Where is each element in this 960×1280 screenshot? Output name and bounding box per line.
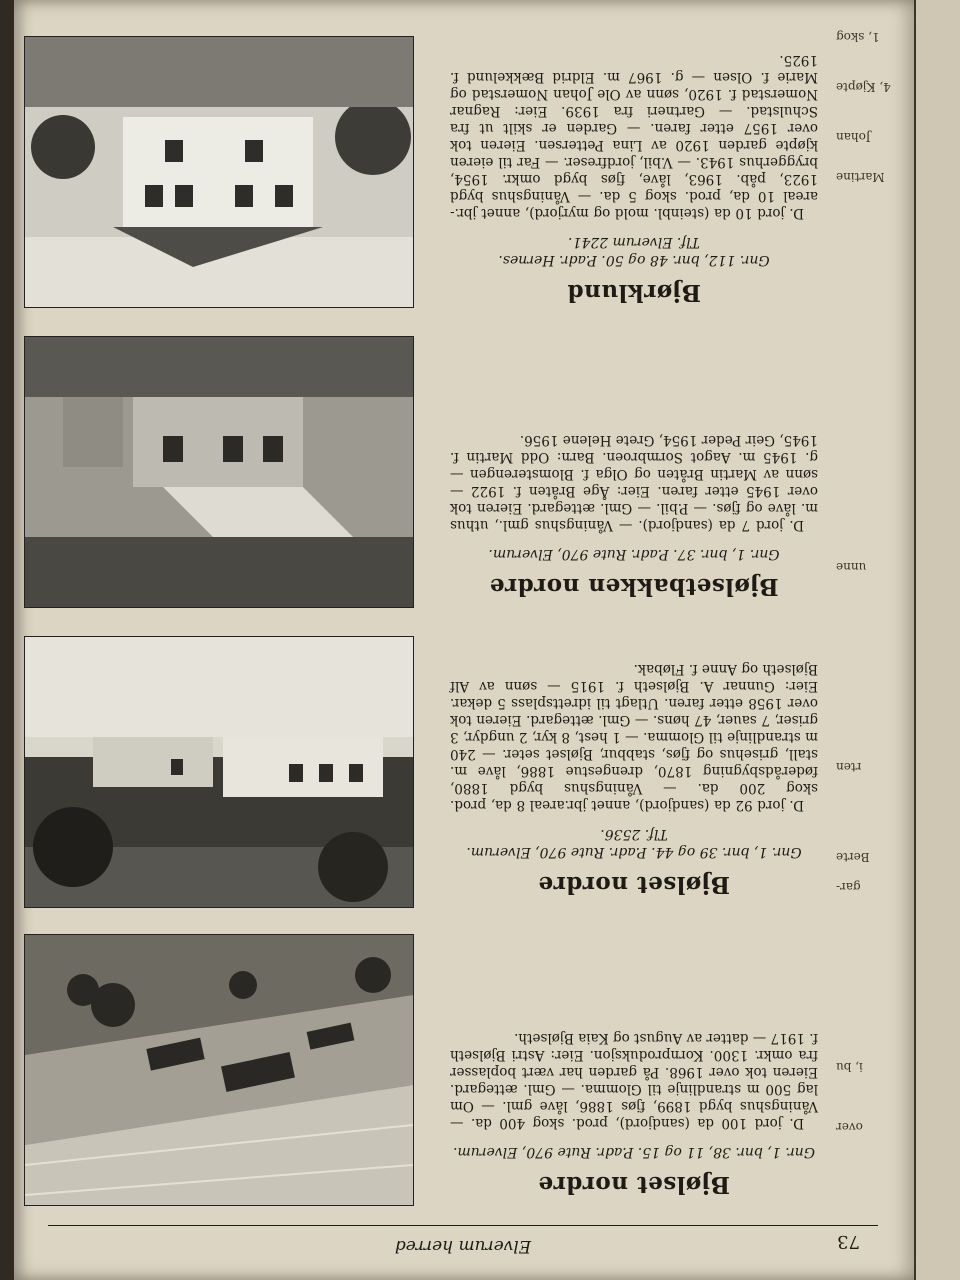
farm-name: Bjølset nordre [537, 1171, 731, 1198]
farm-entry [14, 18, 918, 318]
farm-description: D. jord 92 da (sandjord), annet jbr.areal 8 da, prod. skog 200 da. — Våningshus bygd 1880, føderådsbygning 1870, drengestue 1886, låve m. stall, grisehus og fjøs, stabbur, Bjølset seter. — 240 m strandlinje til Glomma. — 1 hest, 8 kyr, 2 ungdyr, 3 griser, 7 sauer, 47 høns. — Gml. ættegard. Eieren tok over 1958 etter faren. Utlagt til idrettsplass 5 dekar. Eier: Gunnar A. Bjølseth f. 1915 — sønn av Alf Bjølseth og Anne f. Fløbak. [450, 661, 818, 813]
facing-page-text: rten [836, 760, 862, 774]
entry-text [450, 920, 818, 1210]
facing-page-text: Martine [836, 170, 885, 184]
farm-entry [14, 610, 918, 910]
facing-page-text: unne [836, 560, 867, 574]
farm-name: Bjølset nordre [537, 871, 731, 898]
farmhouse-photo [24, 636, 414, 908]
house-photo [24, 336, 414, 608]
phone-line: Tlf. Elverum 2241. [568, 234, 700, 250]
farm-name: Bjørklund [567, 279, 701, 306]
farm-address [450, 1143, 818, 1161]
facing-page-text: 1, skog [836, 30, 880, 44]
farm-address [450, 545, 818, 563]
entry-text [450, 620, 818, 910]
address-line: Gnr. 1, bnr. 39 og 44. P.adr. Rute 970, Elverum. [466, 844, 802, 860]
facing-page-text: 4, Kjøpte [836, 80, 891, 94]
farm-description: D. jord 100 da (sandjord), prod. skog 400 da. — Våningshus bygd 1899, fjøs 1886, låve gml. — Om lag 500 m strandlinje til Glomma. — Gml. ættegard. Eieren tok over 1968. På garden har vært boplasser fra omkr. 1300. Kornproduksjon. Eier: Astri Bjølseth f. 1917 — datter av August og Kaia Bjølseth. [450, 1030, 818, 1131]
page-number: 73 [837, 1231, 860, 1252]
farm-address [450, 233, 818, 269]
facing-page-text: Johan [836, 130, 871, 144]
aerial-farm-photo [24, 934, 414, 1206]
farm-entry [14, 910, 918, 1210]
facing-page-text: i, bu [836, 1060, 863, 1074]
farm-entry [14, 312, 918, 612]
address-line: Gnr. 1, bnr. 38, 11 og 15. P.adr. Rute 970, Elverum. [453, 1144, 815, 1160]
farm-name: Bjølsetbakken nordre [489, 573, 779, 600]
house-with-garden-photo [24, 36, 414, 308]
book-page [14, 0, 918, 1280]
farm-description: D. jord 10 da (steinbl. mold og myrjord), annet jbr.-areal 10 da, prod. skog 5 da. — Våningshus bygd 1923, påb. 1963, låve, fjøs bygd omkr. 1954, bryggerhus 1943. — V.bil, jordfreser. — Far til eieren kjøpte garden 1920 av Lina Pettersen. Eieren tok over 1957 etter faren. — Garden er skilt ut fra Schulstad. — Gartneri fra 1939. Eier: Ragnar Nomerstad f. 1920, sønn av Ole Johan Nomerstad og Marie f. Olsen — g. 1967 m. Eldrid Bækkelund f. 1925. [450, 52, 818, 221]
running-head-title: Elverum herred [394, 1236, 532, 1256]
rotated-page-content [14, 0, 918, 1280]
entry-text [450, 322, 818, 612]
address-line: Gnr. 112, bnr. 48 og 50. P.adr. Hernes. [498, 252, 770, 268]
facing-page-text: Berte [836, 850, 870, 864]
farm-address [450, 825, 818, 861]
facing-page-text: gar- [836, 880, 861, 894]
entry-text [450, 28, 818, 318]
facing-page-text: over [836, 1120, 863, 1134]
phone-line: Tlf. 2536. [600, 826, 668, 842]
address-line: Gnr. 1, bnr. 37. P.adr. Rute 970, Elverum. [488, 546, 780, 562]
running-head [48, 1225, 878, 1258]
farm-description: D. jord 7 da (sandjord). — Våningshus gml., uthus m. låve og fjøs. — P.bil. — Gml. ættegard. Eieren tok over 1945 etter faren. Eier: Åge Bråten f. 1922 — sønn av Martin Bråten og Olga f. Blomsterengen — g. 1945 m. Aagot Sormbroen. Barn: Odd Martin f. 1945, Geir Peder 1954, Grete Helene 1956. [450, 432, 818, 533]
